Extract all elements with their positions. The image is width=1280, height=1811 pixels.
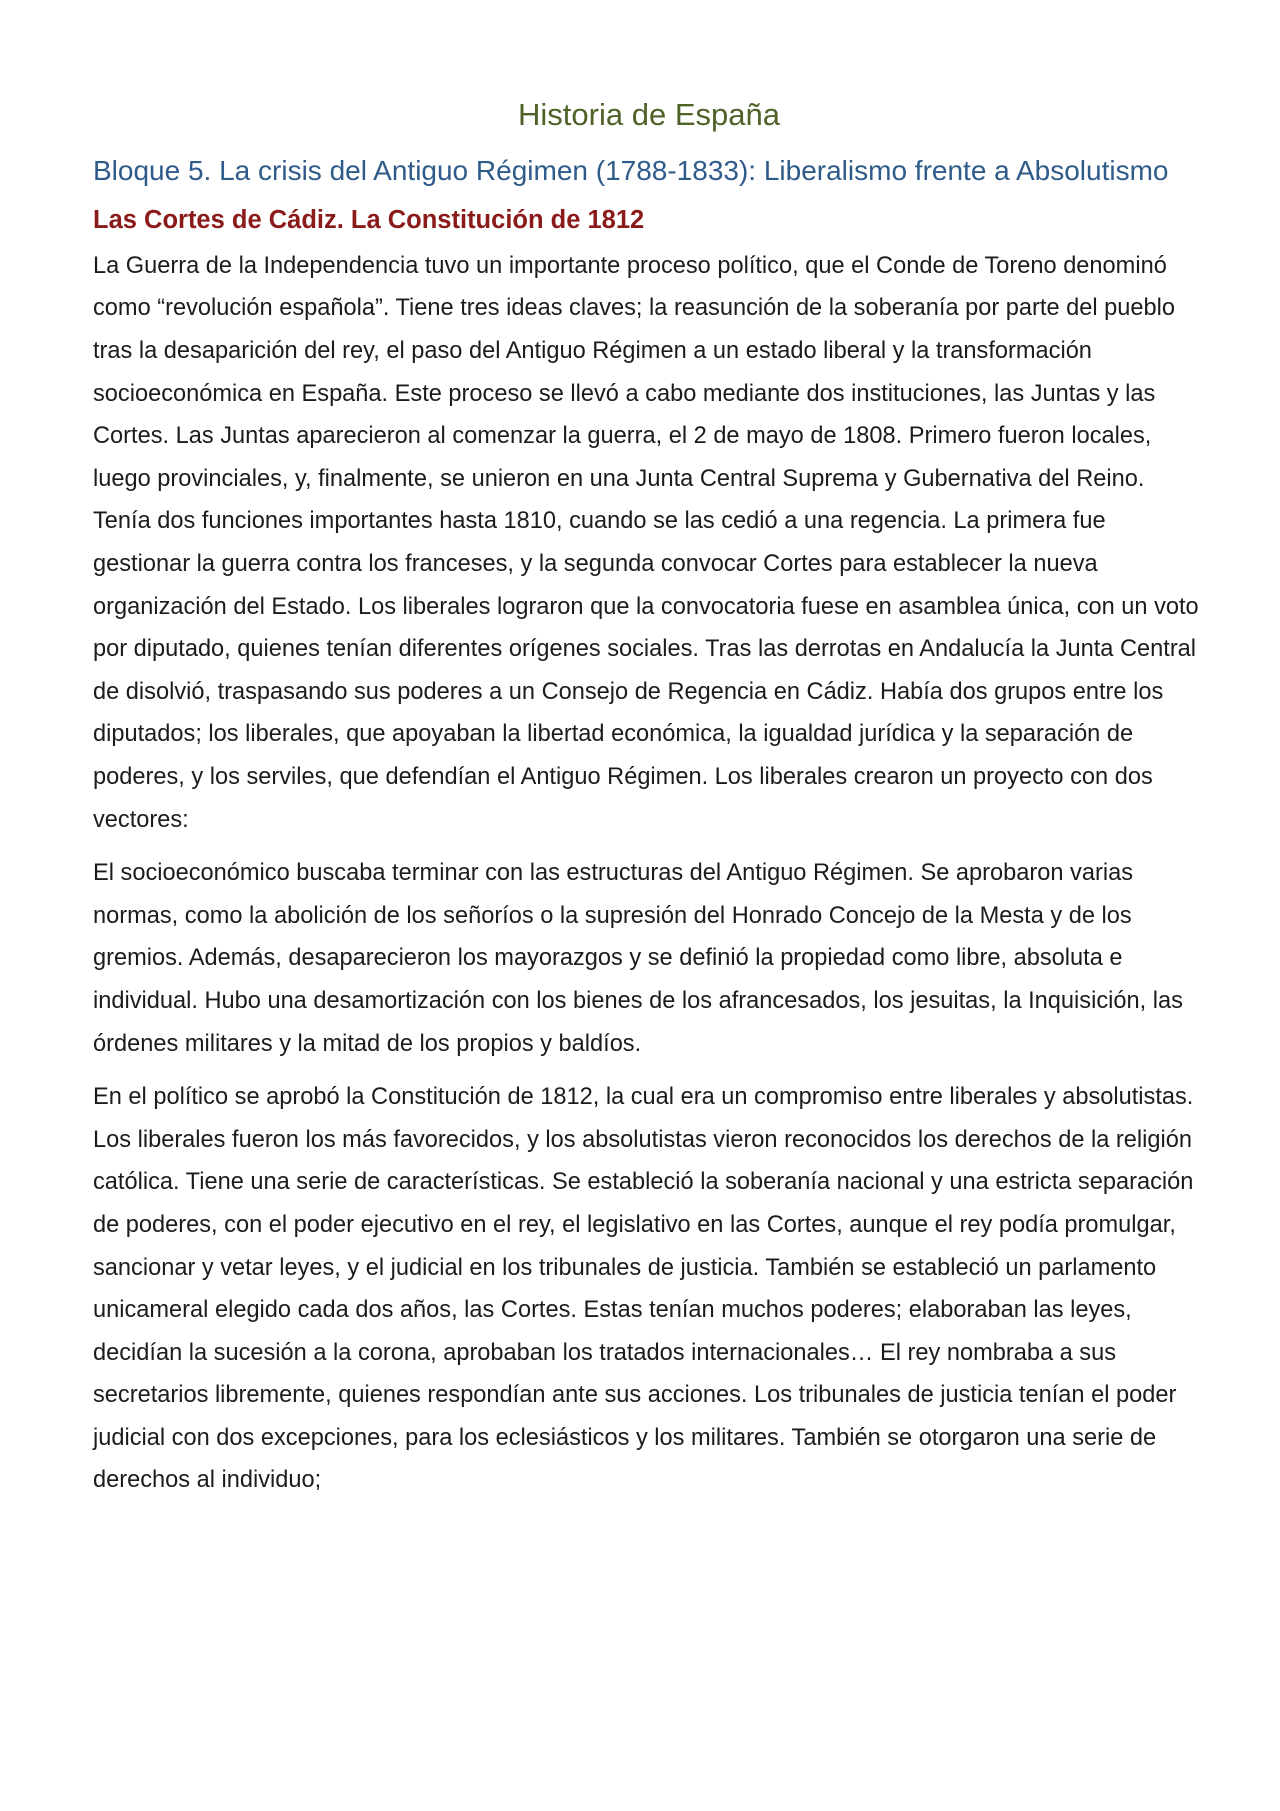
paragraph-2: El socioeconómico buscaba terminar con las estructuras del Antiguo Régimen. Se aprobaron varias normas, como la abolición de los señoríos o la supresión del Honrado Concejo de la Mesta y de los gremios. Además, desaparecieron los mayorazgos y se definió la propiedad como libre, absoluta e individual. Hubo una desamortización con los bienes de los afrancesados, los jesuitas, la Inquisición, las órdenes militares y la mitad de los propios y baldíos. xyxy=(93,860,1183,1057)
document-page xyxy=(93,95,1205,1513)
document-title: Historia de España xyxy=(518,97,780,132)
block-title: Bloque 5. La crisis del Antiguo Régimen (1788-1833): Liberalismo frente a Absolutismo xyxy=(93,155,1169,187)
paragraph-1: La Guerra de la Independencia tuvo un importante proceso político, que el Conde de Toreno denominó como “revolución española”. Tiene tres ideas claves; la reasunción de la soberanía por parte del pueblo tras la desaparición del rey, el paso del Antiguo Régimen a un estado liberal y la transformación socioeconómica en España. Este proceso se llevó a cabo mediante dos instituciones, las Juntas y las Cortes. Las Juntas aparecieron al comenzar la guerra, el 2 de mayo de 1808. Primero fueron locales, luego provinciales, y, finalmente, se unieron en una Junta Central Suprema y Gubernativa del Reino. Tenía dos funciones importantes hasta 1810, cuando se las cedió a una regencia. La primera fue gestionar la guerra contra los franceses, y la segunda convocar Cortes para establecer la nueva organización del Estado. Los liberales lograron que la convocatoria fuese en asamblea única, con un voto por diputado, quienes tenían diferentes orígenes sociales. Tras las derrotas en Andalucía la Junta Central de disolvió, traspasando sus poderes a un Consejo de Regencia en Cádiz. Había dos grupos entre los diputados; los liberales, que apoyaban la libertad económica, la igualdad jurídica y la separación de poderes, y los serviles, que defendían el Antiguo Régimen. Los liberales crearon un proyecto con dos vectores: xyxy=(93,252,1199,833)
section-title: Las Cortes de Cádiz. La Constitución de 1812 xyxy=(93,205,645,234)
paragraph-3: En el político se aprobó la Constitución de 1812, la cual era un compromiso entre liberales y absolutistas. Los liberales fueron los más favorecidos, y los absolutistas vieron reconocidos los derechos de la religión católica. Tiene una serie de características. Se estableció la soberanía nacional y una estricta separación de poderes, con el poder ejecutivo en el rey, el legislativo en las Cortes, aunque el rey podía promulgar, sancionar y vetar leyes, y el judicial en los tribunales de justicia. También se estableció un parlamento unicameral elegido cada dos años, las Cortes. Estas tenían muchos poderes; elaboraban las leyes, decidían la sucesión a la corona, aprobaban los tratados internacionales… El rey nombraba a sus secretarios libremente, quienes respondían ante sus acciones. Los tribunales de justicia tenían el poder judicial con dos excepciones, para los eclesiásticos y los militares. También se otorgaron una serie de derechos al individuo; xyxy=(93,1084,1194,1494)
